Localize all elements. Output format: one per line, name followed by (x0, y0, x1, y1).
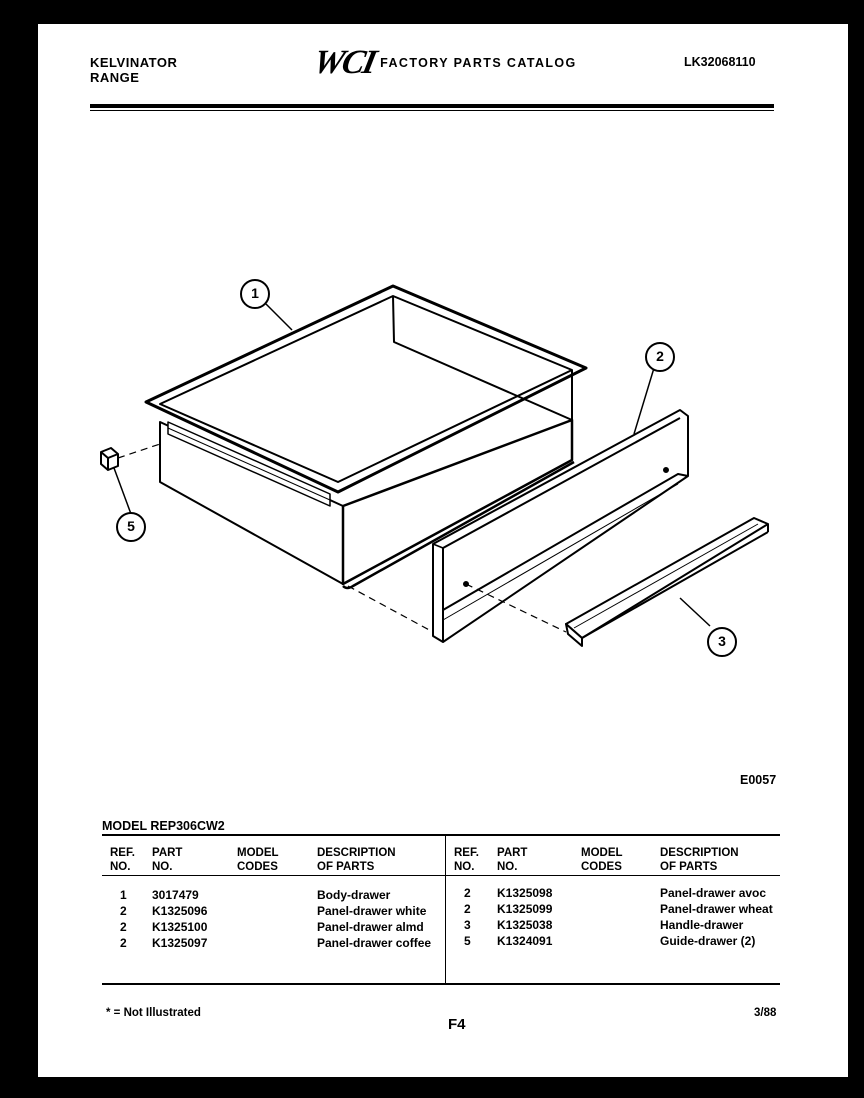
model-label: MODEL (102, 819, 147, 833)
table-cell-desc: Panel-drawer coffee (317, 936, 432, 950)
table-header-rule (102, 875, 780, 876)
table-cell-ref: 3 (464, 918, 471, 932)
page-id: F4 (448, 1016, 466, 1033)
col-header-desc-right: DESCRIPTION OF PARTS (660, 847, 739, 873)
table-cell-desc: Body-drawer (317, 888, 391, 902)
catalog-number: LK32068110 (684, 55, 756, 69)
col-header-codes-left: MODEL CODES (237, 847, 279, 873)
table-cell-part: K1324091 (497, 934, 553, 948)
drawer-guide-illustration (101, 448, 118, 470)
table-cell-ref: 5 (464, 934, 471, 948)
table-cell-desc: Panel-drawer wheat (660, 902, 773, 916)
table-cell-desc: Panel-drawer almd (317, 920, 424, 934)
table-cell-part: K1325038 (497, 918, 553, 932)
callout-2: 2 (656, 348, 664, 364)
table-cell-ref: 2 (120, 920, 127, 934)
table-cell-desc: Panel-drawer white (317, 904, 427, 918)
col-header-desc-left: DESCRIPTION OF PARTS (317, 847, 396, 873)
exploded-parts-diagram (38, 24, 848, 804)
col-header-part-left: PART NO. (152, 847, 183, 873)
diagram-code: E0057 (740, 773, 777, 787)
table-cell-part: 3017479 (152, 888, 199, 902)
table-cell-desc: Guide-drawer (2) (660, 934, 756, 948)
brand-name: KELVINATOR (90, 55, 178, 70)
not-illustrated-note: * = Not Illustrated (106, 1007, 201, 1019)
callout-5: 5 (127, 518, 135, 534)
table-cell-ref: 1 (120, 888, 127, 902)
catalog-date: 3/88 (754, 1007, 777, 1019)
table-cell-part: K1325096 (152, 904, 208, 918)
table-cell-desc: Panel-drawer avoc (660, 886, 767, 900)
table-cell-part: K1325097 (152, 936, 208, 950)
model-number: REP306CW2 (150, 819, 225, 833)
table-cell-desc: Handle-drawer (660, 918, 744, 932)
table-cell-ref: 2 (464, 902, 471, 916)
wci-logo: WCI (310, 44, 379, 81)
catalog-title: FACTORY PARTS CATALOG (380, 56, 577, 70)
col-header-part-right: PART NO. (497, 847, 528, 873)
product-type: RANGE (90, 70, 140, 85)
table-bottom-rule (102, 983, 780, 985)
col-header-codes-right: MODEL CODES (581, 847, 623, 873)
table-top-rule (102, 834, 780, 836)
table-cell-ref: 2 (120, 936, 127, 950)
callout-3: 3 (718, 633, 726, 649)
callout-1: 1 (251, 285, 259, 301)
table-cell-part: K1325099 (497, 902, 553, 916)
col-header-ref-right: REF. NO. (454, 847, 479, 873)
table-cell-part: K1325100 (152, 920, 208, 934)
table-cell-part: K1325098 (497, 886, 553, 900)
table-cell-ref: 2 (464, 886, 471, 900)
col-header-ref-left: REF. NO. (110, 847, 135, 873)
table-cell-ref: 2 (120, 904, 127, 918)
table-divider (445, 836, 446, 983)
catalog-page (38, 24, 848, 1077)
model-line (102, 819, 225, 833)
